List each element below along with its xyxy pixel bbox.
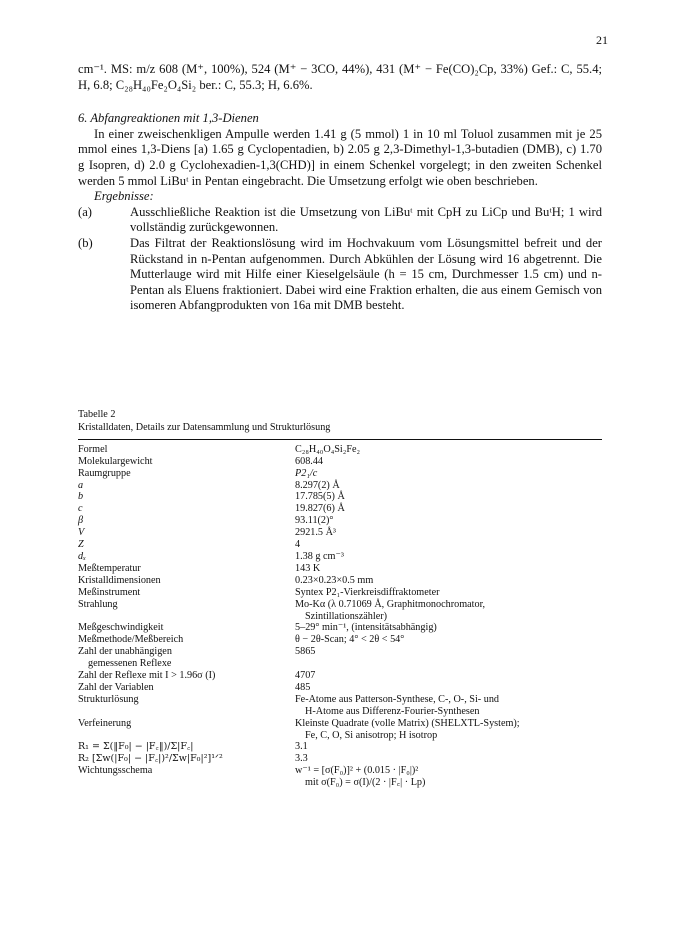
- table-cell-value: [293, 503, 602, 515]
- table-cell-label: [78, 718, 293, 742]
- row-value: Syntex P2₁-Vierkreisdiffraktometer: [295, 586, 440, 598]
- table-row: [78, 682, 602, 694]
- table-cell-label: [78, 503, 293, 515]
- row-label: b: [78, 491, 84, 503]
- row-label: R₁ = Σ(‖F₀| − |F꜀‖)/Σ|F꜀|: [78, 741, 194, 753]
- row-value: 5–29° min⁻¹, (intensitätsabhängig): [295, 622, 437, 634]
- crystal-data-table: [78, 444, 602, 789]
- result-tag: (b): [78, 235, 93, 250]
- table-cell-value: [293, 718, 602, 742]
- table-cell-label: [78, 694, 293, 718]
- mass-spec-line: cm⁻¹. MS: m/z 608 (M⁺, 100%), 524 (M⁺ − 3CO, 44%), 431 (M⁺ − Fe(CO)₂Cp, 33%) Gef.: C, 55.4; H, 6.8; C₂₈H₄₀Fe₂O₄Si₂ ber.: C, 55.3; H, 6.6%.: [78, 62, 602, 92]
- row-value-continued: Fe, C, O, Si anisotrop; H isotrop: [305, 729, 438, 741]
- table-row: [78, 575, 602, 587]
- table-row: [78, 718, 602, 742]
- row-value-continued: Szintillationszähler): [305, 610, 388, 622]
- table-cell-label: [78, 753, 293, 765]
- row-value: Mo-Kα (λ 0.71069 Å, Graphitmonochromator,: [295, 598, 486, 610]
- table-row: [78, 670, 602, 682]
- row-value: 143 K: [295, 562, 321, 574]
- table-cell-label: [78, 682, 293, 694]
- results-label: Ergebnisse:: [94, 189, 154, 204]
- row-value-continued: H-Atome aus Differenz-Fourier-Synthesen: [305, 705, 480, 717]
- row-label: Zahl der Variablen: [78, 681, 154, 693]
- table-cell-label: [78, 539, 293, 551]
- table-cell-value: [293, 491, 602, 503]
- table-cell-label: [78, 634, 293, 646]
- row-label: Meßtemperatur: [78, 562, 141, 574]
- row-value: 1.38 g cm⁻³: [295, 550, 344, 562]
- table-cell-value: [293, 694, 602, 718]
- row-label: a: [78, 479, 84, 491]
- table-row: [78, 456, 602, 468]
- row-label: c: [78, 503, 83, 515]
- table-row: [78, 468, 602, 480]
- row-label: Zahl der unabhängigen: [78, 646, 172, 658]
- table-cell-value: [293, 587, 602, 599]
- table-cell-value: [293, 551, 602, 563]
- row-value: 485: [295, 681, 311, 693]
- table-cell-label: [78, 575, 293, 587]
- table-row: [78, 551, 602, 563]
- row-label: Z: [78, 539, 84, 551]
- table-row: [78, 599, 602, 623]
- row-value: 3.3: [295, 753, 308, 765]
- table-row: [78, 622, 602, 634]
- table-cell-label: [78, 480, 293, 492]
- table-cell-value: [293, 634, 602, 646]
- table-cell-value: [293, 741, 602, 753]
- row-value: w⁻¹ = [σ(F₀)]² + (0.015 · |F₀|)²: [295, 765, 419, 777]
- row-label: Verfeinerung: [78, 717, 132, 729]
- results-list: [78, 205, 602, 314]
- table-row: [78, 539, 602, 551]
- table-cell-label: [78, 670, 293, 682]
- table-cell-value: [293, 622, 602, 634]
- row-value-continued: mit σ(F₀) = σ(I)/(2 · |F꜀| · Lp): [305, 777, 426, 789]
- row-label: Wichtungsschema: [78, 765, 153, 777]
- table-cell-value: [293, 515, 602, 527]
- table-cell-label: [78, 765, 293, 789]
- table-cell-value: [293, 563, 602, 575]
- table-row: [78, 694, 602, 718]
- table-cell-value: [293, 765, 602, 789]
- result-text: Das Filtrat der Reaktionslösung wird im Hochvakuum vom Lösungsmittel befreit und der Rückstand in n-Pentan aufgenommen. Durch Abkühlen der Lösung wird 16 abgetrennt. Die Mutterlauge wird mit Hilfe einer Kieselgelsäule (h = 15 cm, Durchmesser 1.5 cm) und n-Pentan als Eluens fraktioniert. Dabei wird eine Fraktion erhalten, die aus einem Gemisch von isomeren Abfangprodukten von 16a mit DMB besteht.: [130, 235, 602, 313]
- result-text: Ausschließliche Reaktion ist die Umsetzung von LiBuᵗ mit CpH zu LiCp und BuᵗH; 1 wird vollständig zurückgewonnen.: [130, 204, 602, 235]
- table-cell-label: [78, 599, 293, 623]
- table-cell-label: [78, 646, 293, 670]
- table-row: [78, 503, 602, 515]
- row-value-continued: 5865: [295, 646, 316, 658]
- row-value: 93.11(2)°: [295, 515, 334, 527]
- table-row: [78, 563, 602, 575]
- table-cell-label: [78, 491, 293, 503]
- table-row: [78, 515, 602, 527]
- row-label: Meßgeschwindigkeit: [78, 622, 164, 634]
- row-label: Meßinstrument: [78, 586, 141, 598]
- body-text: [78, 62, 602, 314]
- row-value: θ − 2θ-Scan; 4° < 2θ < 54°: [295, 634, 405, 646]
- section-heading: 6. Abfangreaktionen mit 1,3-Dienen: [78, 111, 259, 126]
- row-value: Kleinste Quadrate (volle Matrix) (SHELXTL-System);: [295, 717, 520, 729]
- row-label: β: [78, 515, 84, 527]
- row-label: Strukturlösung: [78, 693, 139, 705]
- table-cell-label: [78, 515, 293, 527]
- table-row: [78, 741, 602, 753]
- row-value: 3.1: [295, 741, 308, 753]
- result-tag: (a): [78, 204, 92, 219]
- table-cell-label: [78, 527, 293, 539]
- table-cell-value: [293, 444, 602, 456]
- row-value: 4: [295, 539, 301, 551]
- row-label: V: [78, 527, 85, 539]
- table-cell-label: [78, 741, 293, 753]
- table-cell-value: [293, 468, 602, 480]
- row-label-continued: gemessenen Reflexe: [88, 658, 172, 670]
- table-row: [78, 491, 602, 503]
- table-cell-label: [78, 587, 293, 599]
- table-row: [78, 527, 602, 539]
- row-value: P2₁/c: [295, 467, 318, 479]
- table-body: [78, 444, 602, 789]
- table-cell-label: [78, 444, 293, 456]
- table-row: [78, 753, 602, 765]
- row-label: Molekulargewicht: [78, 455, 153, 467]
- table-title: Tabelle 2: [78, 409, 116, 420]
- table-cell-value: [293, 480, 602, 492]
- table-top-rule: [78, 439, 602, 440]
- row-value: 17.785(5) Å: [295, 491, 345, 503]
- table-row: [78, 765, 602, 789]
- table-row: [78, 480, 602, 492]
- row-value: Fe-Atome aus Patterson-Synthese, C-, O-, Si- und: [295, 693, 500, 705]
- row-value: C₂₈H₄₀O₄Si₂Fe₂: [295, 443, 361, 455]
- row-label: dₓ: [78, 550, 86, 562]
- table-row: [78, 646, 602, 670]
- row-value: 4707: [295, 670, 316, 682]
- table-cell-label: [78, 563, 293, 575]
- row-value: 8.297(2) Å: [295, 479, 340, 491]
- table-cell-label: [78, 468, 293, 480]
- table-cell-value: [293, 753, 602, 765]
- result-item: [78, 205, 602, 236]
- page-number: 21: [596, 33, 608, 47]
- section-paragraph: In einer zweischenkligen Ampulle werden 1.41 g (5 mmol) 1 in 10 ml Toluol zusammen mit je 25 mmol eines 1,3-Diens [a) 1.65 g Cyclopentadien, b) 2.05 g 2,3-Dimethyl-1,3-butadien (DMB), c) 1.70 g Isopren, d) 2.0 g Cyclohexadien-1,3(CHD)] in einem Schenkel vorgelegt; in den zweiten Schenkel werden 5 mmol LiBuᵗ in Pentan eingebracht. Die Umsetzung erfolgt wie oben beschrieben.: [78, 126, 602, 188]
- row-value: 2921.5 Å³: [295, 527, 336, 539]
- row-label: R₂ [Σw(|F₀| − |F꜀|)²/Σw|F₀|²]¹ᐟ²: [78, 753, 223, 765]
- table-cell-value: [293, 670, 602, 682]
- table-cell-label: [78, 456, 293, 468]
- row-label: Meßmethode/Meßbereich: [78, 634, 184, 646]
- table-cell-value: [293, 682, 602, 694]
- crystal-data-table-block: [78, 409, 602, 789]
- result-item: [78, 236, 602, 314]
- table-cell-value: [293, 646, 602, 670]
- row-value: 0.23×0.23×0.5 mm: [295, 574, 374, 586]
- table-cell-value: [293, 456, 602, 468]
- table-cell-label: [78, 551, 293, 563]
- table-cell-value: [293, 527, 602, 539]
- table-row: [78, 444, 602, 456]
- row-label: Strahlung: [78, 598, 118, 610]
- table-cell-label: [78, 622, 293, 634]
- table-cell-value: [293, 599, 602, 623]
- table-row: [78, 634, 602, 646]
- table-row: [78, 587, 602, 599]
- table-caption: Kristalldaten, Details zur Datensammlung und Strukturlösung: [78, 421, 331, 433]
- row-value: 19.827(6) Å: [295, 503, 345, 515]
- table-cell-value: [293, 575, 602, 587]
- row-label: Formel: [78, 443, 108, 455]
- row-label: Raumgruppe: [78, 467, 131, 479]
- row-label: Kristalldimensionen: [78, 574, 161, 586]
- table-cell-value: [293, 539, 602, 551]
- row-label: Zahl der Reflexe mit I > 1.96σ (I): [78, 670, 216, 682]
- row-value: 608.44: [295, 455, 324, 467]
